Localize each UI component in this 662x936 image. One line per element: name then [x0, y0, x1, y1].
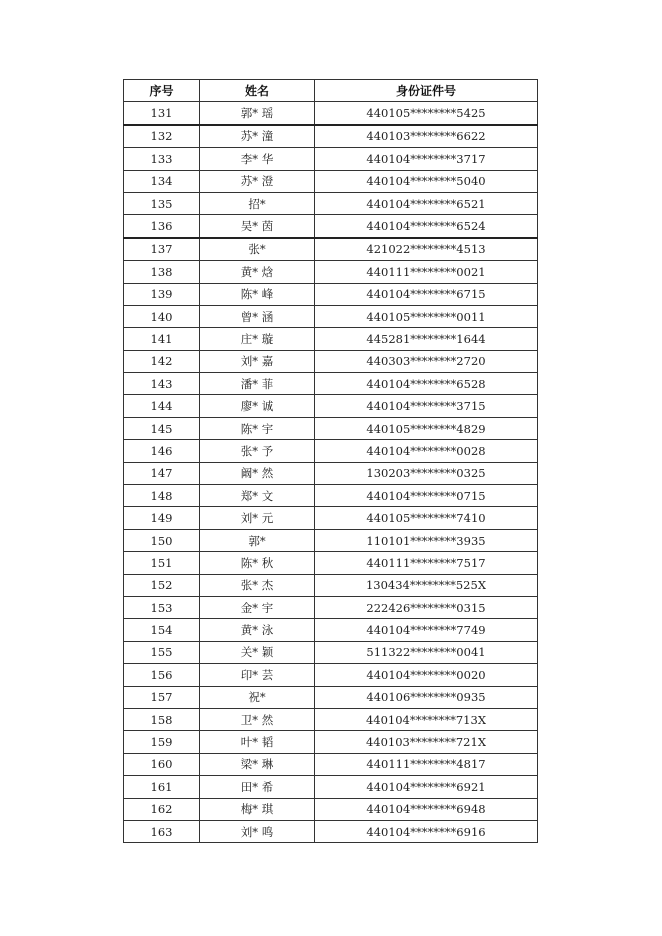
cell-seq: 151: [124, 552, 200, 574]
cell-seq: 144: [124, 395, 200, 417]
cell-name: 叶* 韬: [200, 731, 315, 753]
cell-name: 廖* 诚: [200, 395, 315, 417]
cell-name: 刘* 元: [200, 507, 315, 529]
table-row: [124, 215, 538, 238]
table-row: [124, 440, 538, 462]
table-row: [124, 350, 538, 372]
table-row: [124, 261, 538, 283]
table-row: [124, 776, 538, 798]
table-row: [124, 529, 538, 551]
cell-id-number: 440104********6528: [315, 373, 538, 395]
cell-id-number: 511322********0041: [315, 641, 538, 663]
cell-name: 庄* 璇: [200, 328, 315, 350]
cell-id-number: 130203********0325: [315, 462, 538, 484]
header-seq: 序号: [124, 80, 200, 102]
cell-id-number: 440104********3715: [315, 395, 538, 417]
cell-id-number: 440104********6916: [315, 820, 538, 842]
table-row: [124, 753, 538, 775]
cell-name: 黄* 焓: [200, 261, 315, 283]
cell-id-number: 440104********0020: [315, 664, 538, 686]
table-row: [124, 798, 538, 820]
cell-name: 李* 华: [200, 148, 315, 170]
table-row: [124, 619, 538, 641]
cell-id-number: 440111********7517: [315, 552, 538, 574]
cell-id-number: 440104********6948: [315, 798, 538, 820]
cell-seq: 146: [124, 440, 200, 462]
cell-id-number: 440105********0011: [315, 305, 538, 327]
cell-id-number: 440105********5425: [315, 102, 538, 125]
cell-id-number: 440104********6521: [315, 192, 538, 214]
cell-seq: 140: [124, 305, 200, 327]
cell-seq: 153: [124, 596, 200, 618]
cell-name: 梅* 琪: [200, 798, 315, 820]
cell-name: 金* 宇: [200, 596, 315, 618]
table-row: [124, 664, 538, 686]
roster-body: [124, 102, 538, 843]
cell-seq: 132: [124, 125, 200, 148]
cell-id-number: 110101********3935: [315, 529, 538, 551]
cell-name: 郑* 文: [200, 485, 315, 507]
cell-seq: 135: [124, 192, 200, 214]
table-row: [124, 417, 538, 439]
header-name: 姓名: [200, 80, 315, 102]
cell-name: 苏* 潼: [200, 125, 315, 148]
cell-id-number: 440111********0021: [315, 261, 538, 283]
cell-seq: 147: [124, 462, 200, 484]
cell-id-number: 222426********0315: [315, 596, 538, 618]
cell-seq: 157: [124, 686, 200, 708]
cell-seq: 137: [124, 238, 200, 261]
cell-seq: 136: [124, 215, 200, 238]
cell-id-number: 440104********6524: [315, 215, 538, 238]
cell-name: 潘* 菲: [200, 373, 315, 395]
cell-seq: 152: [124, 574, 200, 596]
cell-seq: 138: [124, 261, 200, 283]
cell-seq: 155: [124, 641, 200, 663]
cell-name: 阚* 然: [200, 462, 315, 484]
table-row: [124, 373, 538, 395]
cell-name: 苏* 澄: [200, 170, 315, 192]
cell-name: 陈* 峰: [200, 283, 315, 305]
cell-seq: 163: [124, 820, 200, 842]
table-row: [124, 102, 538, 125]
cell-name: 陈* 宇: [200, 417, 315, 439]
cell-id-number: 445281********1644: [315, 328, 538, 350]
cell-id-number: 440103********6622: [315, 125, 538, 148]
cell-id-number: 440104********3717: [315, 148, 538, 170]
table-row: [124, 192, 538, 214]
cell-id-number: 440111********4817: [315, 753, 538, 775]
cell-name: 关* 颖: [200, 641, 315, 663]
table-row: [124, 328, 538, 350]
cell-seq: 131: [124, 102, 200, 125]
cell-id-number: 440105********4829: [315, 417, 538, 439]
cell-name: 张* 杰: [200, 574, 315, 596]
table-row: [124, 125, 538, 148]
table-row: [124, 708, 538, 730]
cell-id-number: 440106********0935: [315, 686, 538, 708]
cell-id-number: 440103********721X: [315, 731, 538, 753]
table-row: [124, 148, 538, 170]
table-row: [124, 820, 538, 842]
table-row: [124, 731, 538, 753]
cell-seq: 156: [124, 664, 200, 686]
cell-id-number: 440104********713X: [315, 708, 538, 730]
cell-id-number: 440104********6715: [315, 283, 538, 305]
cell-name: 梁* 琳: [200, 753, 315, 775]
table-row: [124, 283, 538, 305]
cell-id-number: 440104********0028: [315, 440, 538, 462]
cell-seq: 158: [124, 708, 200, 730]
table-row: [124, 686, 538, 708]
cell-seq: 149: [124, 507, 200, 529]
table-row: [124, 485, 538, 507]
header-row: [124, 80, 538, 102]
cell-name: 刘* 嘉: [200, 350, 315, 372]
cell-id-number: 440104********0715: [315, 485, 538, 507]
cell-name: 曾* 涵: [200, 305, 315, 327]
table-row: [124, 238, 538, 261]
table-row: [124, 574, 538, 596]
roster-sheet: [123, 79, 537, 843]
cell-name: 张* 予: [200, 440, 315, 462]
cell-seq: 139: [124, 283, 200, 305]
cell-id-number: 440104********7749: [315, 619, 538, 641]
table-row: [124, 305, 538, 327]
cell-id-number: 440303********2720: [315, 350, 538, 372]
cell-id-number: 421022********4513: [315, 238, 538, 261]
cell-seq: 141: [124, 328, 200, 350]
cell-seq: 150: [124, 529, 200, 551]
cell-id-number: 440104********6921: [315, 776, 538, 798]
table-row: [124, 170, 538, 192]
roster-table: [123, 79, 538, 843]
cell-seq: 134: [124, 170, 200, 192]
cell-name: 田* 希: [200, 776, 315, 798]
table-row: [124, 507, 538, 529]
table-row: [124, 462, 538, 484]
header-id: 身份证件号: [315, 80, 538, 102]
cell-seq: 159: [124, 731, 200, 753]
cell-name: 张*: [200, 238, 315, 261]
table-row: [124, 395, 538, 417]
cell-seq: 161: [124, 776, 200, 798]
cell-id-number: 440105********7410: [315, 507, 538, 529]
cell-seq: 133: [124, 148, 200, 170]
cell-name: 印* 芸: [200, 664, 315, 686]
cell-seq: 145: [124, 417, 200, 439]
cell-name: 吴* 茵: [200, 215, 315, 238]
table-row: [124, 552, 538, 574]
cell-name: 陈* 秋: [200, 552, 315, 574]
cell-seq: 142: [124, 350, 200, 372]
cell-name: 郭*: [200, 529, 315, 551]
cell-seq: 162: [124, 798, 200, 820]
cell-name: 招*: [200, 192, 315, 214]
cell-name: 刘* 鸣: [200, 820, 315, 842]
cell-id-number: 130434********525X: [315, 574, 538, 596]
cell-name: 郭* 瑶: [200, 102, 315, 125]
cell-name: 卫* 然: [200, 708, 315, 730]
cell-seq: 143: [124, 373, 200, 395]
cell-name: 黄* 泳: [200, 619, 315, 641]
cell-name: 祝*: [200, 686, 315, 708]
table-row: [124, 596, 538, 618]
table-row: [124, 641, 538, 663]
cell-id-number: 440104********5040: [315, 170, 538, 192]
cell-seq: 160: [124, 753, 200, 775]
cell-seq: 154: [124, 619, 200, 641]
cell-seq: 148: [124, 485, 200, 507]
